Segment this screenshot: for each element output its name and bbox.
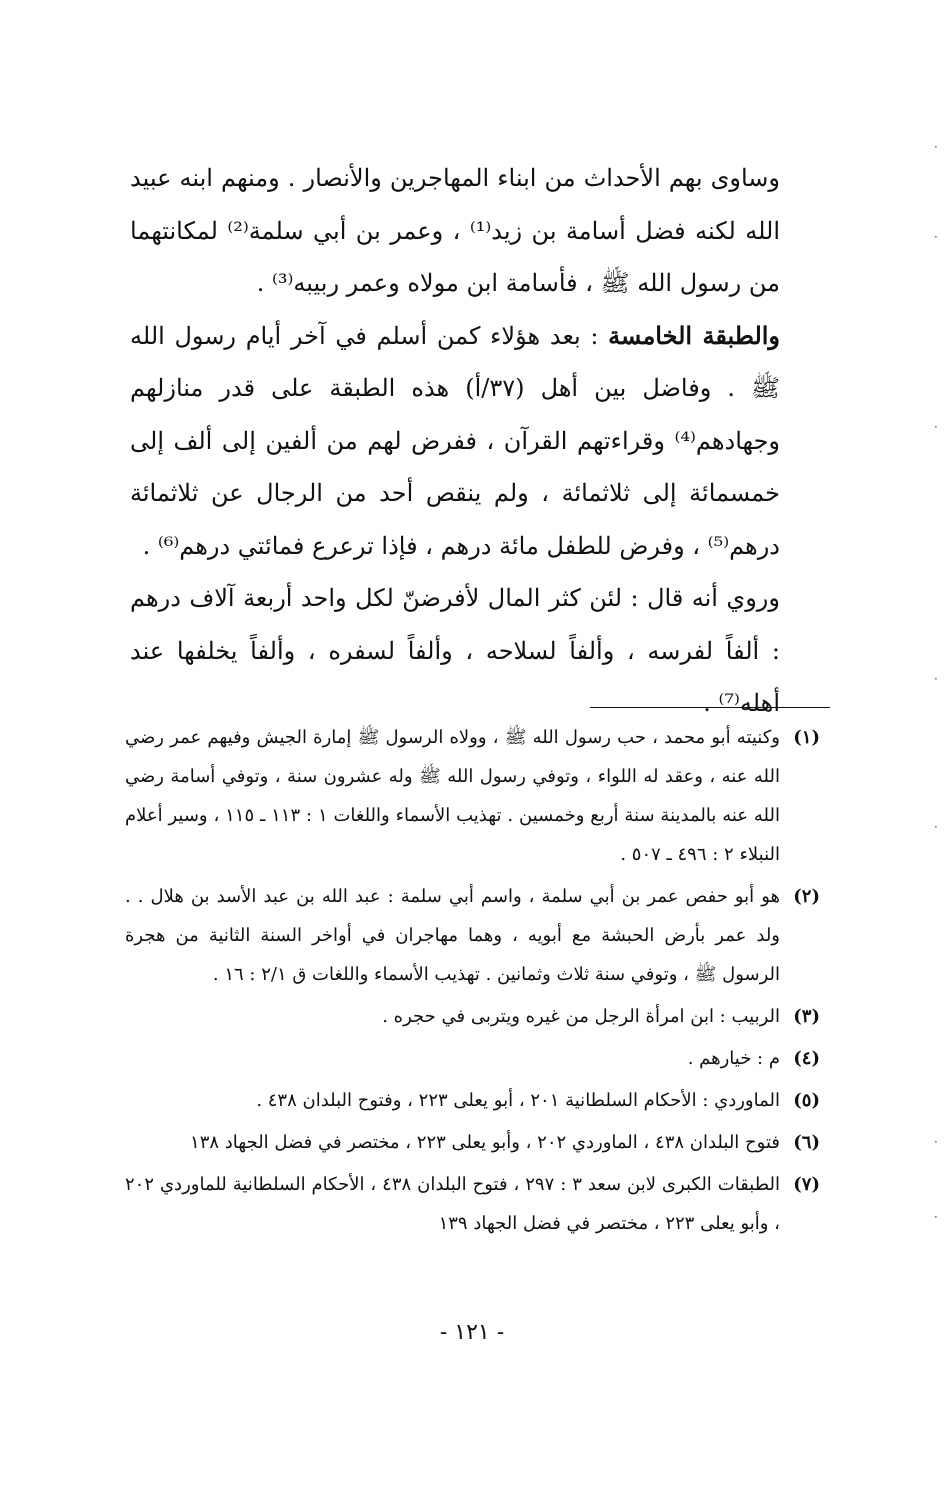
scan-mark: ·: [934, 140, 938, 154]
footnote-text: هو أبو حفص عمر بن أبي سلمة ، واسم أبي سلمة : عبد الله بن عبد الأسد بن هلال . . ولد عمر بأرض الحبشة مع أبويه ، وهما مهاجران في أواخر السنة الثانية من هجرة الرسول ﷺ ، وتوفي سنة ثلاث وثمانين . تهذيب الأسماء واللغات ق ٢/١ : ١٦ .: [125, 886, 780, 985]
footnote-text: الماوردي : الأحكام السلطانية ٢٠١ ، أبو يعلى ٢٢٣ ، وفتوح البلدان ٤٣٨ .: [256, 1090, 780, 1111]
scan-mark: ·: [934, 420, 938, 434]
scan-mark: ·: [934, 230, 938, 244]
footnote-item: [125, 1039, 820, 1078]
scan-mark: ·: [934, 1135, 938, 1149]
footnote-number: (٧): [793, 1174, 820, 1195]
footnote-number: (١): [793, 727, 820, 748]
footnote-item: [125, 877, 820, 994]
footnote-item: [125, 1081, 820, 1120]
paragraph-2-text: : بعد هؤلاء كمن أسلم في آخر أيام رسول الله ﷺ . وفاضل بين أهل (٣٧/أ) هذه الطبقة على قدر منازلهم وجهادهم⁽⁴⁾ وقراءتهم القرآن ، ففرض لهم من ألفين إلى ألف إلى خمسمائة إلى ثلاثمائة ، ولم ينقص أحد من الرجال عن ثلاثمائة درهم⁽⁵⁾ ، وفرض للطفل مائة درهم ، فإذا ترعرع فمائتي درهم⁽⁶⁾ .: [130, 321, 781, 560]
footnote-text: فتوح البلدان ٤٣٨ ، الماوردي ٢٠٢ ، وأبو يعلى ٢٢٣ ، مختصر في فضل الجهاد ١٣٨: [190, 1132, 780, 1153]
footnote-number: (٥): [793, 1090, 820, 1111]
footnote-number: (٣): [793, 1006, 820, 1027]
footnote-item: [125, 1165, 820, 1243]
footnote-separator: [590, 707, 830, 708]
paragraph-2: [130, 310, 780, 573]
scan-mark: ·: [934, 820, 938, 834]
footnote-item: [125, 997, 820, 1036]
main-text: [130, 152, 780, 730]
footnote-text: وكنيته أبو محمد ، حب رسول الله ﷺ ، وولاه الرسول ﷺ إمارة الجيش وفيهم عمر رضي الله عنه ، وعقد له اللواء ، وتوفي رسول الله ﷺ وله عشرون سنة ، وتوفي أسامة رضي الله عنه بالمدينة سنة أربع وخمسين . تهذيب الأسماء واللغات ١ : ١١٣ ـ ١١٥ ، وسير أعلام النبلاء ٢ : ٤٩٦ ـ ٥٠٧ .: [125, 727, 780, 865]
scan-mark: ·: [934, 672, 938, 686]
scan-mark: ·: [934, 1210, 938, 1224]
footnote-text: م : خيارهم .: [687, 1048, 780, 1069]
section-heading: والطبقة الخامسة: [608, 320, 781, 350]
footnote-number: (٦): [793, 1132, 820, 1153]
paragraph-3: وروي أنه قال : لئن كثر المال لأفرضنّ لكل واحد أربعة آلاف درهم : ألفاً لفرسه ، وألفاً لسلاحه ، وألفاً لسفره ، وألفاً يخلفها عند أهله⁽⁷⁾ .: [130, 584, 780, 717]
footnote-item: [125, 718, 820, 874]
footnote-item: [125, 1123, 820, 1162]
footnotes: [125, 718, 820, 1246]
footnote-text: الطبقات الكبرى لابن سعد ٣ : ٢٩٧ ، فتوح البلدان ٤٣٨ ، الأحكام السلطانية للماوردي ٢٠٢ ، وأبو يعلى ٢٢٣ ، مختصر في فضل الجهاد ١٣٩: [125, 1174, 780, 1234]
footnote-text: الربيب : ابن امرأة الرجل من غيره ويتربى في حجره .: [382, 1006, 780, 1027]
footnote-number: (٤): [793, 1048, 820, 1069]
page-number: - ١٢١ -: [439, 1320, 505, 1345]
paragraph-1: وساوى بهم الأحداث من ابناء المهاجرين والأنصار . ومنهم ابنه عبيد الله لكنه فضل أسامة بن زيد⁽¹⁾ ، وعمر بن أبي سلمة⁽²⁾ لمكانتهما من رسول الله ﷺ ، فأسامة ابن مولاه وعمر ربيبه⁽³⁾ .: [130, 164, 780, 297]
footnote-number: (٢): [793, 886, 820, 907]
